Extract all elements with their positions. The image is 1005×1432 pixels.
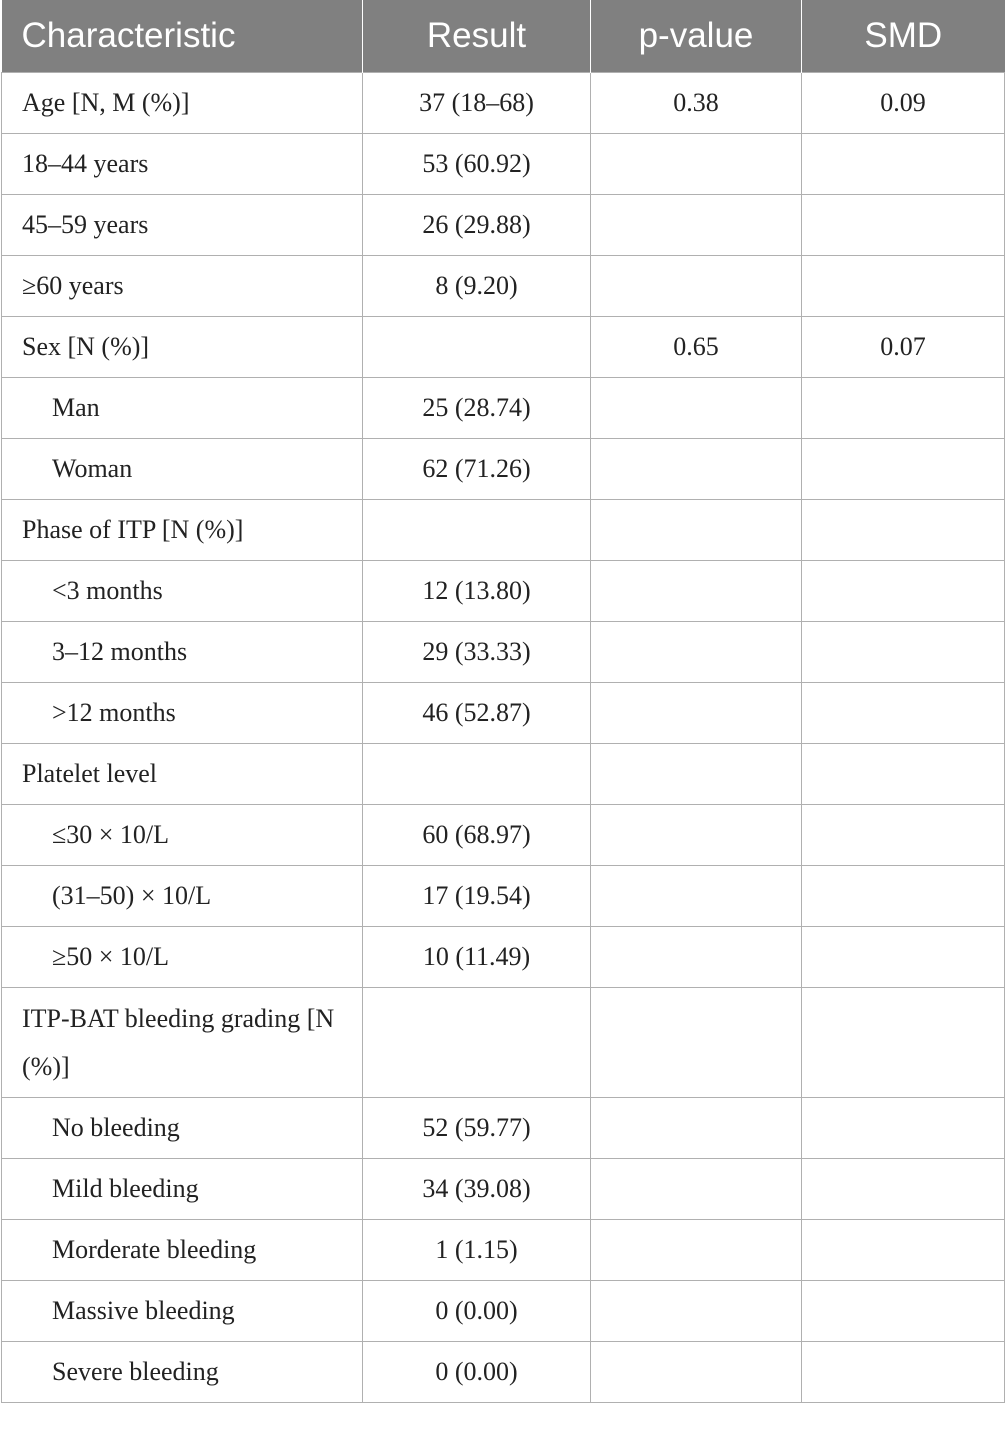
table-row — [2, 1159, 1005, 1220]
characteristics-table — [1, 0, 1005, 1403]
header-p-value: p-value — [591, 0, 802, 73]
row-smd — [802, 439, 1005, 500]
table-row — [2, 561, 1005, 622]
row-p-value — [591, 195, 802, 256]
row-p-value — [591, 378, 802, 439]
row-result — [363, 317, 591, 378]
table-row — [2, 1281, 1005, 1342]
row-smd — [802, 378, 1005, 439]
row-smd — [802, 622, 1005, 683]
row-label: <3 months — [2, 561, 363, 622]
row-p-value — [591, 988, 802, 1098]
row-p-value — [591, 1220, 802, 1281]
row-smd — [802, 1098, 1005, 1159]
row-p-value — [591, 805, 802, 866]
row-label: Severe bleeding — [2, 1342, 363, 1403]
row-result: 60 (68.97) — [363, 805, 591, 866]
table-row — [2, 1098, 1005, 1159]
table-row — [2, 744, 1005, 805]
row-label: Age [N, M (%)] — [2, 73, 363, 134]
row-result: 52 (59.77) — [363, 1098, 591, 1159]
row-result: 34 (39.08) — [363, 1159, 591, 1220]
table-header — [2, 0, 1005, 73]
row-result: 25 (28.74) — [363, 378, 591, 439]
row-result: 17 (19.54) — [363, 866, 591, 927]
row-smd — [802, 744, 1005, 805]
table-body — [2, 73, 1005, 1403]
table-row — [2, 73, 1005, 134]
row-p-value — [591, 683, 802, 744]
row-result: 46 (52.87) — [363, 683, 591, 744]
row-label: 18–44 years — [2, 134, 363, 195]
row-p-value — [591, 622, 802, 683]
row-p-value — [591, 1159, 802, 1220]
row-smd — [802, 927, 1005, 988]
row-p-value — [591, 439, 802, 500]
row-label: No bleeding — [2, 1098, 363, 1159]
row-label: Sex [N (%)] — [2, 317, 363, 378]
row-smd — [802, 683, 1005, 744]
row-result: 26 (29.88) — [363, 195, 591, 256]
row-label: 3–12 months — [2, 622, 363, 683]
row-p-value — [591, 1098, 802, 1159]
header-row — [2, 0, 1005, 73]
table-row — [2, 378, 1005, 439]
row-result: 62 (71.26) — [363, 439, 591, 500]
row-label: Phase of ITP [N (%)] — [2, 500, 363, 561]
row-label: Mild bleeding — [2, 1159, 363, 1220]
row-label: Platelet level — [2, 744, 363, 805]
row-smd — [802, 195, 1005, 256]
row-p-value — [591, 744, 802, 805]
table-row — [2, 256, 1005, 317]
row-result — [363, 988, 591, 1098]
row-smd — [802, 805, 1005, 866]
table-row — [2, 195, 1005, 256]
row-p-value — [591, 500, 802, 561]
row-label: ≥60 years — [2, 256, 363, 317]
row-p-value: 0.65 — [591, 317, 802, 378]
table-row — [2, 439, 1005, 500]
row-result: 0 (0.00) — [363, 1342, 591, 1403]
row-smd — [802, 1342, 1005, 1403]
row-smd — [802, 561, 1005, 622]
row-smd — [802, 1220, 1005, 1281]
table-row — [2, 683, 1005, 744]
table-row — [2, 988, 1005, 1098]
row-smd — [802, 1281, 1005, 1342]
row-label: Woman — [2, 439, 363, 500]
row-label: ≤30 × 10/L — [2, 805, 363, 866]
row-smd — [802, 134, 1005, 195]
row-smd — [802, 500, 1005, 561]
row-smd — [802, 988, 1005, 1098]
row-result: 53 (60.92) — [363, 134, 591, 195]
table-row — [2, 500, 1005, 561]
table-row — [2, 622, 1005, 683]
row-smd — [802, 866, 1005, 927]
table-row — [2, 1342, 1005, 1403]
row-result: 12 (13.80) — [363, 561, 591, 622]
row-result: 0 (0.00) — [363, 1281, 591, 1342]
row-p-value — [591, 1281, 802, 1342]
row-p-value — [591, 256, 802, 317]
row-p-value — [591, 927, 802, 988]
row-label: (31–50) × 10/L — [2, 866, 363, 927]
row-label: ≥50 × 10/L — [2, 927, 363, 988]
row-p-value — [591, 866, 802, 927]
row-result — [363, 744, 591, 805]
row-p-value — [591, 1342, 802, 1403]
table-row — [2, 317, 1005, 378]
row-result: 29 (33.33) — [363, 622, 591, 683]
header-characteristic: Characteristic — [2, 0, 363, 73]
table-row — [2, 927, 1005, 988]
row-result: 8 (9.20) — [363, 256, 591, 317]
row-result: 37 (18–68) — [363, 73, 591, 134]
row-label: Man — [2, 378, 363, 439]
row-label: 45–59 years — [2, 195, 363, 256]
table-row — [2, 866, 1005, 927]
row-p-value: 0.38 — [591, 73, 802, 134]
row-p-value — [591, 134, 802, 195]
row-result — [363, 500, 591, 561]
row-result: 1 (1.15) — [363, 1220, 591, 1281]
row-result: 10 (11.49) — [363, 927, 591, 988]
row-label: Massive bleeding — [2, 1281, 363, 1342]
table-row — [2, 805, 1005, 866]
row-smd: 0.07 — [802, 317, 1005, 378]
table-row — [2, 134, 1005, 195]
row-p-value — [591, 561, 802, 622]
row-smd: 0.09 — [802, 73, 1005, 134]
row-label: Morderate bleeding — [2, 1220, 363, 1281]
header-smd: SMD — [802, 0, 1005, 73]
table-row — [2, 1220, 1005, 1281]
row-label: >12 months — [2, 683, 363, 744]
row-smd — [802, 1159, 1005, 1220]
header-result: Result — [363, 0, 591, 73]
row-label: ITP-BAT bleeding grading [N (%)] — [2, 988, 363, 1098]
row-smd — [802, 256, 1005, 317]
